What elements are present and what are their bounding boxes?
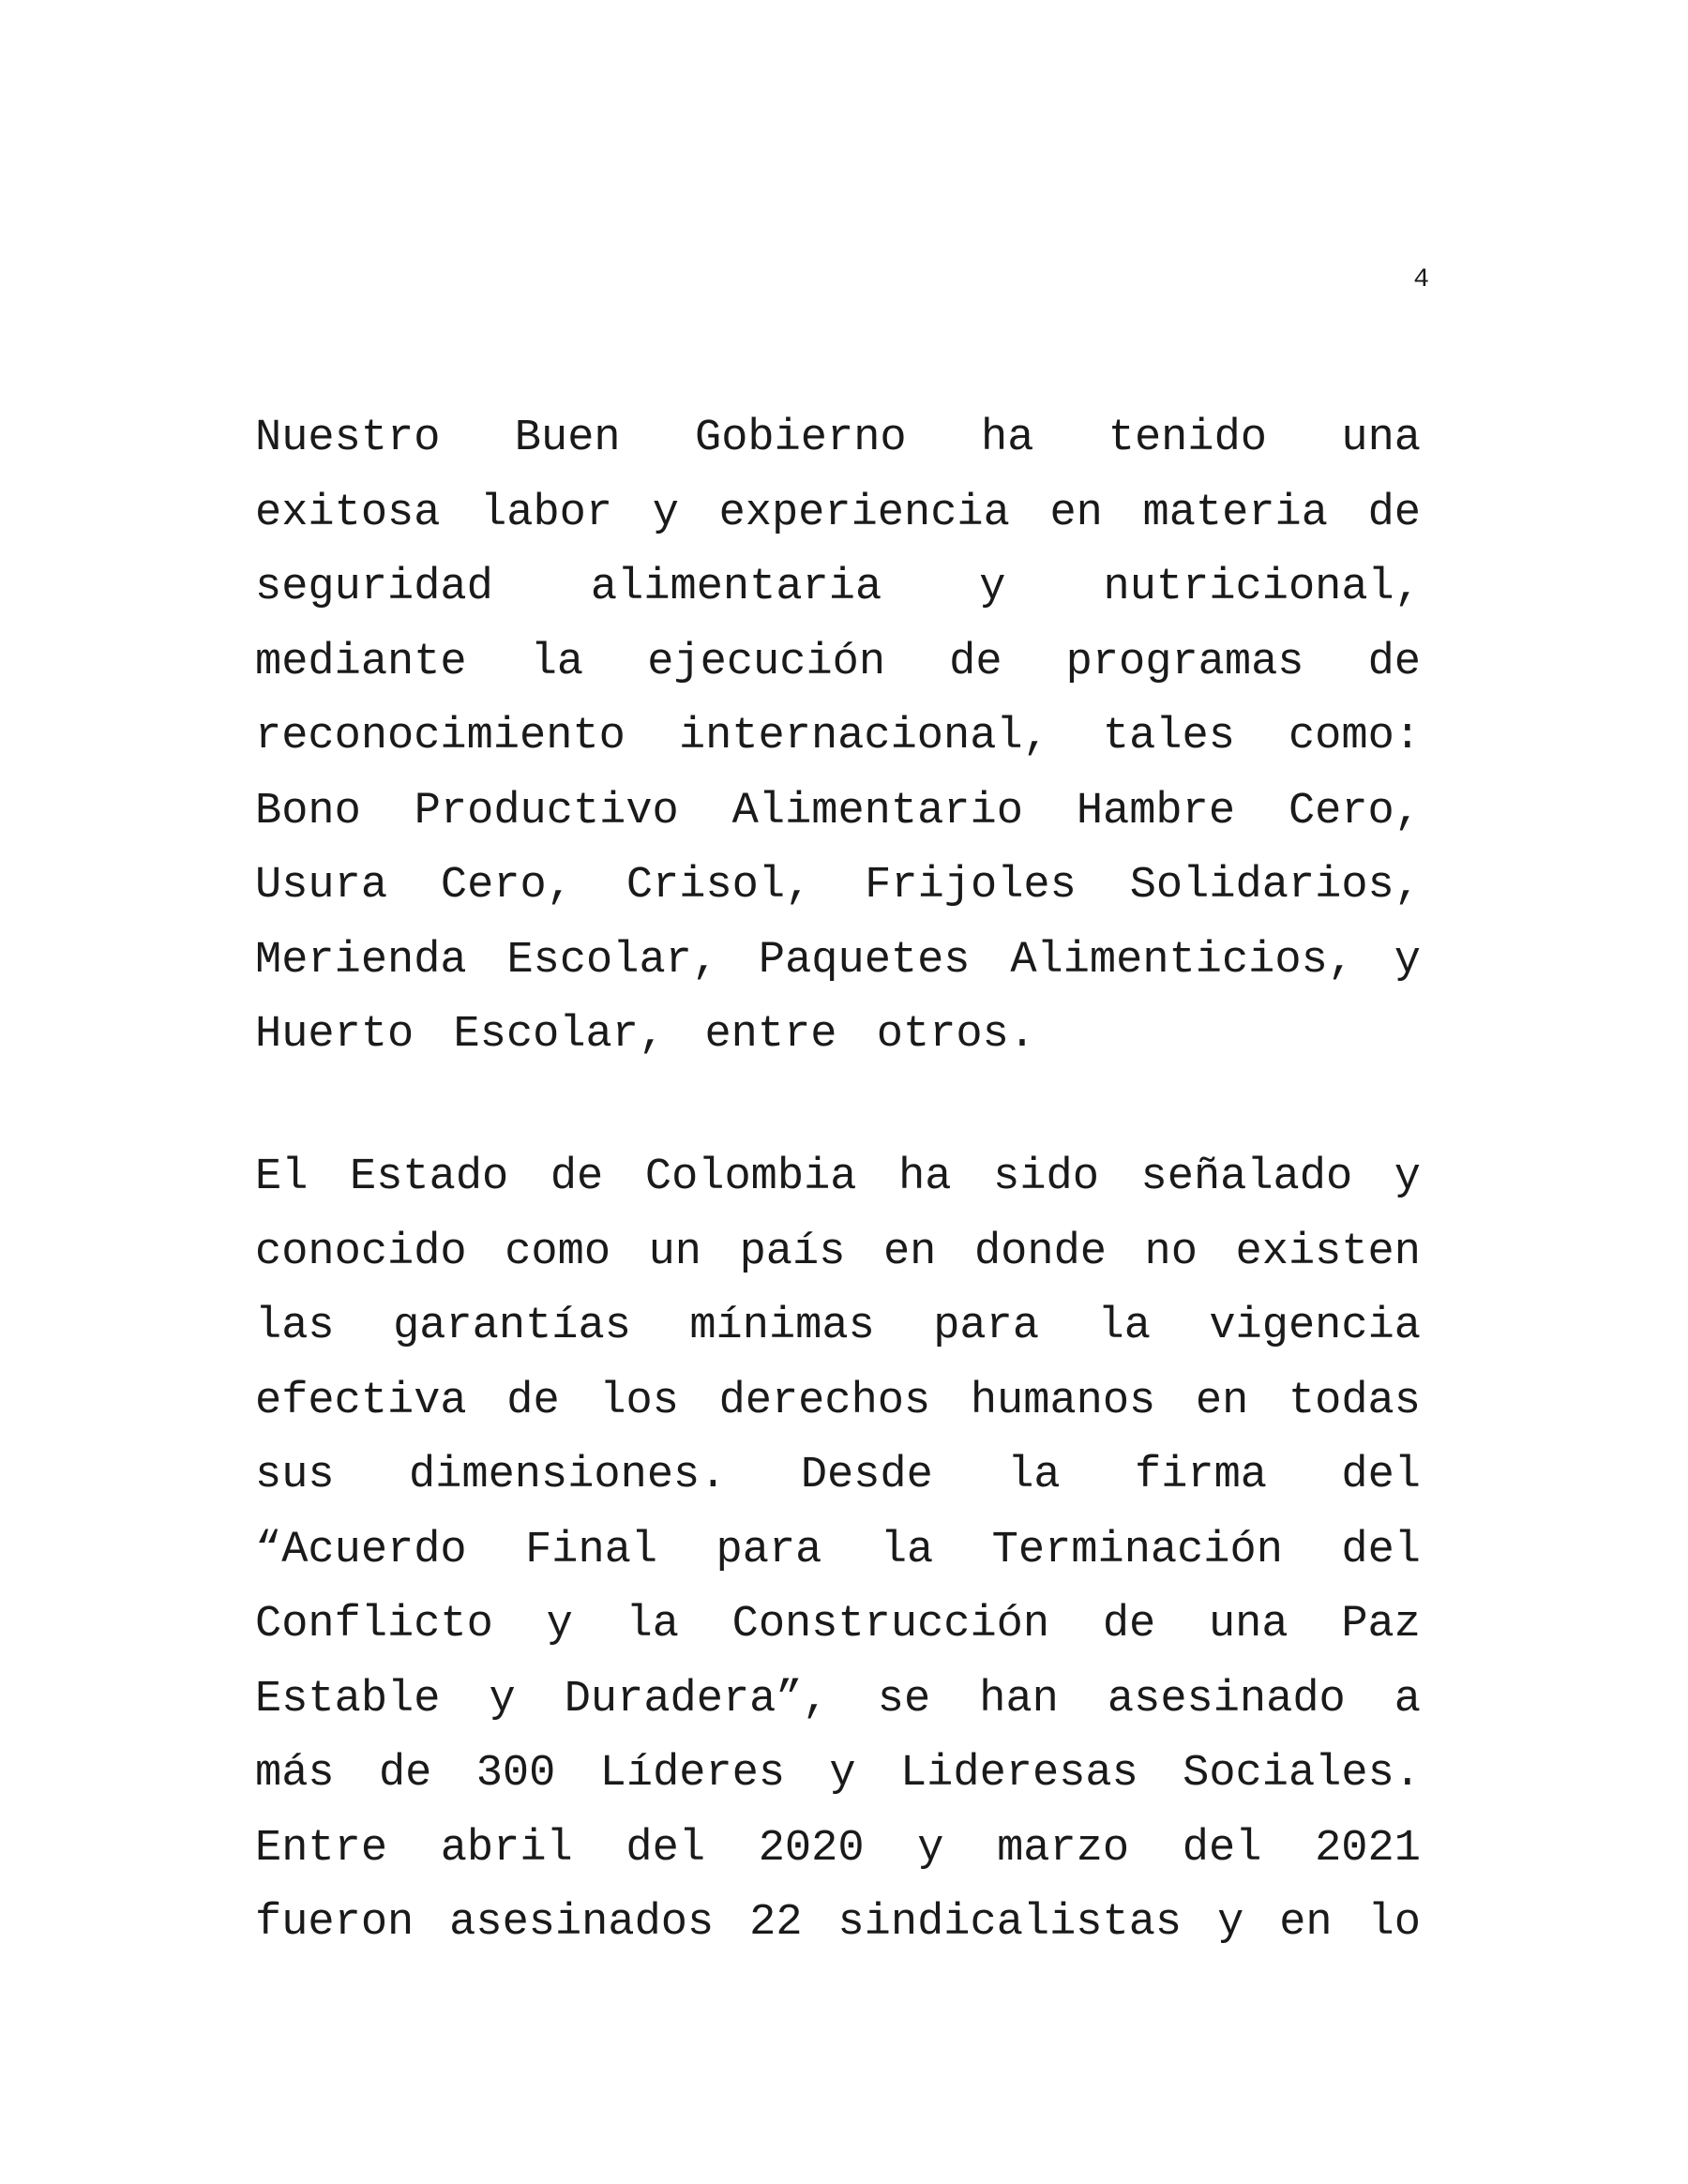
word: seguridad [255,563,493,612]
text-line [255,550,1421,625]
word: garantías [393,1302,631,1351]
word: Colombia [644,1152,857,1202]
word: Líderes [599,1749,786,1799]
text-line [255,1289,1421,1364]
word: exitosa [255,488,441,538]
word: más [255,1749,335,1799]
word: derechos [718,1376,931,1426]
word: efectiva [255,1376,467,1426]
word: tenido [1108,414,1267,463]
word: mediante [255,637,467,687]
word: del [1182,1823,1262,1874]
word: existen [1235,1227,1421,1277]
word: marzo [997,1823,1130,1874]
word: Solidarios, [1129,861,1421,911]
word: en [1279,1898,1333,1948]
word: como: [1288,712,1421,761]
word: de [506,1376,560,1426]
word: a [1394,1674,1421,1725]
word: de [378,1749,432,1799]
word: 2020 [758,1823,865,1874]
word: Desde [800,1451,933,1500]
word: y [652,488,679,538]
word: y [546,1600,573,1649]
word: han [979,1674,1059,1725]
word: 300 [475,1749,556,1799]
word: asesinados [449,1898,715,1948]
word: de [949,637,1002,687]
word: ejecución [647,637,886,687]
word: en [882,1227,937,1277]
word: Buen [514,414,621,463]
paragraph-colombia-human-rights [255,1140,1421,1961]
word: donde [973,1227,1107,1277]
word: Cero, [1288,786,1421,836]
word: Alimenticios, [1010,935,1354,986]
text-line [255,1663,1421,1738]
text-line [255,1438,1421,1514]
word: Final [525,1525,658,1575]
word: la [880,1525,934,1575]
word: y [1217,1898,1244,1948]
text-line [255,849,1421,924]
word: Duradera”, [564,1674,829,1725]
word: en [1195,1376,1249,1426]
page-number: 4 [1413,265,1429,294]
word: Paz [1341,1600,1421,1649]
word: Frijoles [865,861,1077,911]
word: no [1144,1227,1198,1277]
word: Entre [255,1823,388,1874]
word: país [739,1227,846,1277]
text-line [255,1886,1421,1961]
word: “Acuerdo [255,1525,467,1575]
word: humanos [970,1376,1156,1426]
text-line [255,1737,1421,1812]
word: de [1102,1600,1156,1649]
word: todas [1288,1376,1421,1426]
word: la [1007,1451,1061,1500]
word: mínimas [689,1302,875,1351]
word: sido [993,1152,1099,1202]
word: 22 [749,1898,803,1948]
text-line [255,625,1421,700]
word: los [599,1376,679,1426]
word: Productivo [414,786,679,836]
word: de [1367,637,1421,687]
word: firma [1134,1451,1268,1500]
text-line [255,401,1421,476]
word: en [1049,488,1103,538]
word: Estable [255,1674,441,1725]
word: la [530,637,584,687]
word: Merienda [255,935,467,986]
word: del [625,1823,706,1874]
word: programas [1065,637,1304,687]
word: señalado [1140,1152,1353,1202]
word: sindicalistas [837,1898,1183,1948]
word: se [877,1674,931,1725]
text-line [255,775,1421,850]
word: Terminación [991,1525,1283,1575]
text-line [255,924,1421,999]
word: Usura [255,861,388,911]
word: de [1367,488,1421,538]
word: y [1394,935,1421,986]
word: la [1097,1302,1151,1351]
word: para [716,1525,822,1575]
word: como [505,1227,611,1277]
word: alimentaria [590,563,882,612]
word: asesinado [1107,1674,1346,1725]
word: Estado [350,1152,509,1202]
text-line [255,1514,1421,1589]
word: Sociales. [1183,1749,1421,1799]
word: y [917,1823,944,1874]
word: la [625,1600,679,1649]
word: ha [980,414,1034,463]
text-line [255,998,1421,1073]
word: Nuestro [255,414,441,463]
word: y [489,1674,516,1725]
word: 2021 [1315,1823,1421,1874]
word: abril [440,1823,573,1874]
word: y [979,563,1006,612]
word: conocido [255,1227,467,1277]
word: y [1394,1152,1421,1202]
text-line [255,1215,1421,1290]
word: internacional, [678,712,1049,761]
word: de [550,1152,604,1202]
word: Crisol, [625,861,812,911]
word: Lideresas [899,1749,1138,1799]
word: sus [255,1451,335,1500]
word: las [255,1302,335,1351]
word: vigencia [1209,1302,1421,1351]
word: Gobierno [694,414,907,463]
word: del [1341,1451,1421,1500]
word: Paquetes [758,935,971,986]
word: y [829,1749,856,1799]
word: nutricional, [1103,563,1421,612]
word: una [1208,1600,1289,1649]
word: Construcción [731,1600,1050,1649]
text-line [255,1812,1421,1887]
word: dimensiones. [408,1451,727,1500]
word: un [648,1227,702,1277]
paragraph-food-security [255,401,1421,1073]
word: Huerto Escolar, entre otros. [255,1010,1036,1060]
text-line [255,1364,1421,1439]
word: Hambre [1076,786,1236,836]
word: tales [1102,712,1235,761]
word: Cero, [440,861,573,911]
word: lo [1367,1898,1421,1948]
word: del [1341,1525,1421,1575]
word: ha [898,1152,952,1202]
word: labor [480,488,613,538]
text-line [255,1140,1421,1215]
word: Escolar, [506,935,719,986]
word: reconocimiento [255,712,625,761]
word: Conflicto [255,1600,493,1649]
word: experiencia [718,488,1010,538]
word: Bono [255,786,361,836]
text-line [255,1588,1421,1663]
text-line [255,476,1421,551]
word: Alimentario [731,786,1023,836]
word: materia [1142,488,1328,538]
word: una [1341,414,1421,463]
word: para [933,1302,1040,1351]
word: fueron [255,1898,414,1948]
text-line [255,700,1421,775]
word: El [255,1152,309,1202]
